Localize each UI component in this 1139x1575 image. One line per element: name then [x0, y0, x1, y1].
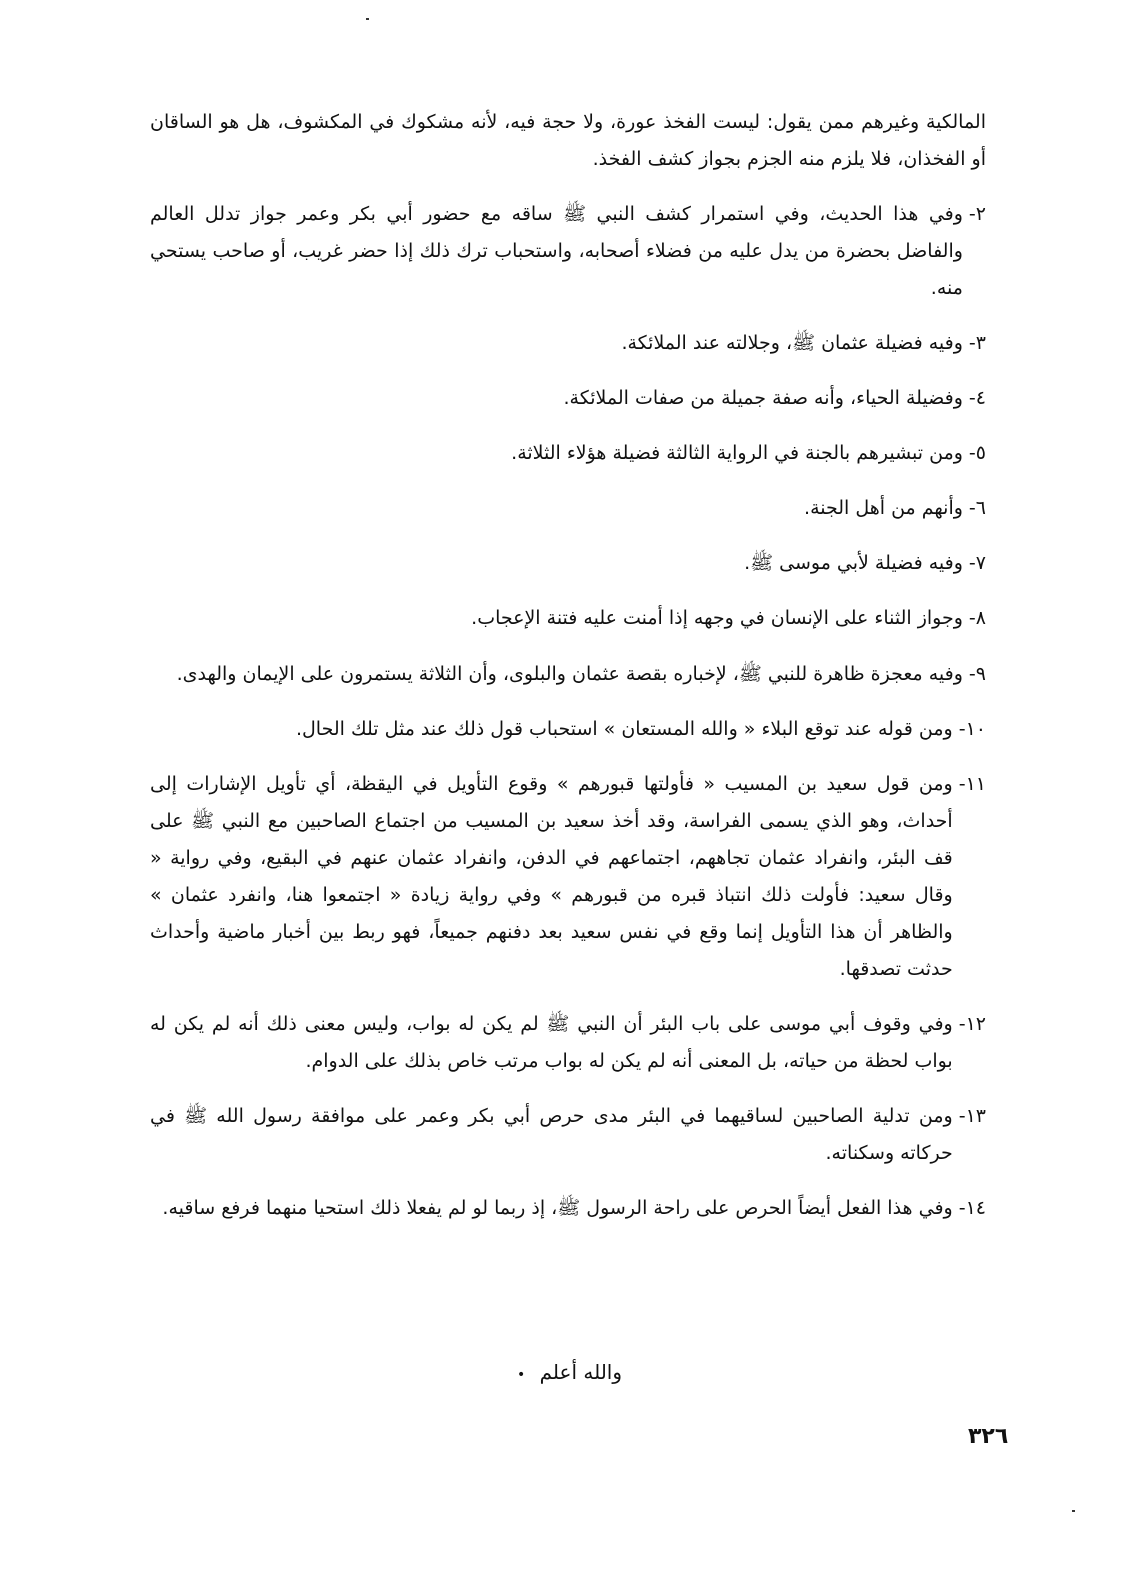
list-item — [150, 1006, 986, 1080]
list-item — [150, 656, 986, 693]
item-text: وفيه فضيلة عثمان ﷺ، وجلالته عند الملائكة. — [621, 332, 963, 355]
item-number: ٣- — [968, 332, 986, 355]
item-number: ١٢- — [958, 1012, 986, 1035]
list-item — [150, 1098, 986, 1172]
item-number: ٢- — [968, 203, 986, 226]
item-text: وأنهم من أهل الجنة. — [804, 497, 963, 520]
list-item — [150, 196, 986, 307]
page-number: ٣٢٦ — [968, 1424, 1009, 1449]
item-text: وفيه فضيلة لأبي موسى ﷺ. — [744, 552, 963, 575]
item-text: وفيه معجزة ظاهرة للنبي ﷺ، لإخباره بقصة عثمان والبلوى، وأن الثلاثة يستمرون على الإيمان والهدى. — [176, 662, 963, 685]
closing-mark: • — [516, 1367, 526, 1383]
item-text: ومن قوله عند توقع البلاء « والله المستعان » استحباب قول ذلك عند مثل تلك الحال. — [295, 717, 953, 740]
list-item — [150, 711, 986, 748]
list-item — [150, 380, 986, 417]
item-number: ١٤- — [958, 1197, 986, 1220]
item-text: ومن قول سعيد بن المسيب « فأولتها قبورهم » وقوع التأويل في اليقظة، أي تأويل الإشارات إلى أحداث، وهو الذي يسمى الفراسة، وقد أخذ سعيد بن المسيب من اجتماع الصاحبين مع النبي ﷺ على قف البئر، وانفراد عثمان تجاههم، اجتماعهم في الدفن، وانفراد عثمان عنهم في البقيع، وفي رواية « وقال سعيد: فأولت ذلك انتباذ قبره من قبورهم » وفي رواية زيادة « اجتمعوا هنا، وانفرد عثمان » والظاهر أن هذا التأويل إنما وقع في نفس سعيد بعد دفنهم جميعاً، فهو ربط بين أخبار ماضية وأحداث حدثت تصدقها. — [150, 772, 953, 980]
item-text: وفي هذا الحديث، وفي استمرار كشف النبي ﷺ ساقه مع حضور أبي بكر وعمر جواز تدلل العالم والفاضل بحضرة من يدل عليه من فضلاء أصحابه، واستحباب ترك ذلك إذا حضر غريب، أو صاحب يستحي منه. — [150, 203, 963, 300]
item-text: وجواز الثناء على الإنسان في وجهه إذا أمنت عليه فتنة الإعجاب. — [471, 607, 963, 630]
scan-speck — [366, 18, 369, 20]
item-number: ١١- — [958, 772, 986, 795]
item-text: وفي هذا الفعل أيضاً الحرص على راحة الرسول ﷺ، إذ ربما لو لم يفعلا ذلك استحيا منهما فرفع ساقيه. — [162, 1197, 953, 1220]
list-item — [150, 1190, 986, 1227]
list-item — [150, 766, 986, 988]
list-item — [150, 435, 986, 472]
list-item — [150, 545, 986, 582]
item-number: ٩- — [968, 662, 986, 685]
item-number: ٧- — [968, 552, 986, 575]
item-number: ١٠- — [958, 717, 986, 740]
list-item — [150, 600, 986, 637]
closing-phrase — [0, 1360, 1139, 1384]
item-text: وفضيلة الحياء، وأنه صفة جميلة من صفات الملائكة. — [563, 387, 963, 410]
scan-speck — [1072, 1510, 1075, 1512]
item-number: ٥- — [968, 442, 986, 465]
item-text: ومن تبشيرهم بالجنة في الرواية الثالثة فضيلة هؤلاء الثلاثة. — [511, 442, 963, 465]
list-item — [150, 490, 986, 527]
item-number: ٦- — [968, 497, 986, 520]
lead-paragraph: المالكية وغيرهم ممن يقول: ليست الفخذ عورة، ولا حجة فيه، لأنه مشكوك في المكشوف، هل هو الساقان أو الفخذان، فلا يلزم منه الجزم بجواز كشف الفخذ. — [150, 111, 986, 171]
item-number: ٨- — [968, 607, 986, 630]
closing-text: والله أعلم — [539, 1360, 623, 1384]
item-text: وفي وقوف أبي موسى على باب البئر أن النبي ﷺ لم يكن له بواب، وليس معنى ذلك أنه لم يكن له بواب لحظة من حياته، بل المعنى أنه لم يكن له بواب مرتب خاص بذلك على الدوام. — [150, 1012, 953, 1072]
list-item — [150, 325, 986, 362]
item-number: ١٣- — [958, 1104, 986, 1127]
page-body — [150, 104, 986, 1245]
item-number: ٤- — [968, 387, 986, 410]
item-text: ومن تدلية الصاحبين لساقيهما في البئر مدى حرص أبي بكر وعمر على موافقة رسول الله ﷺ في حركاته وسكناته. — [150, 1104, 953, 1165]
